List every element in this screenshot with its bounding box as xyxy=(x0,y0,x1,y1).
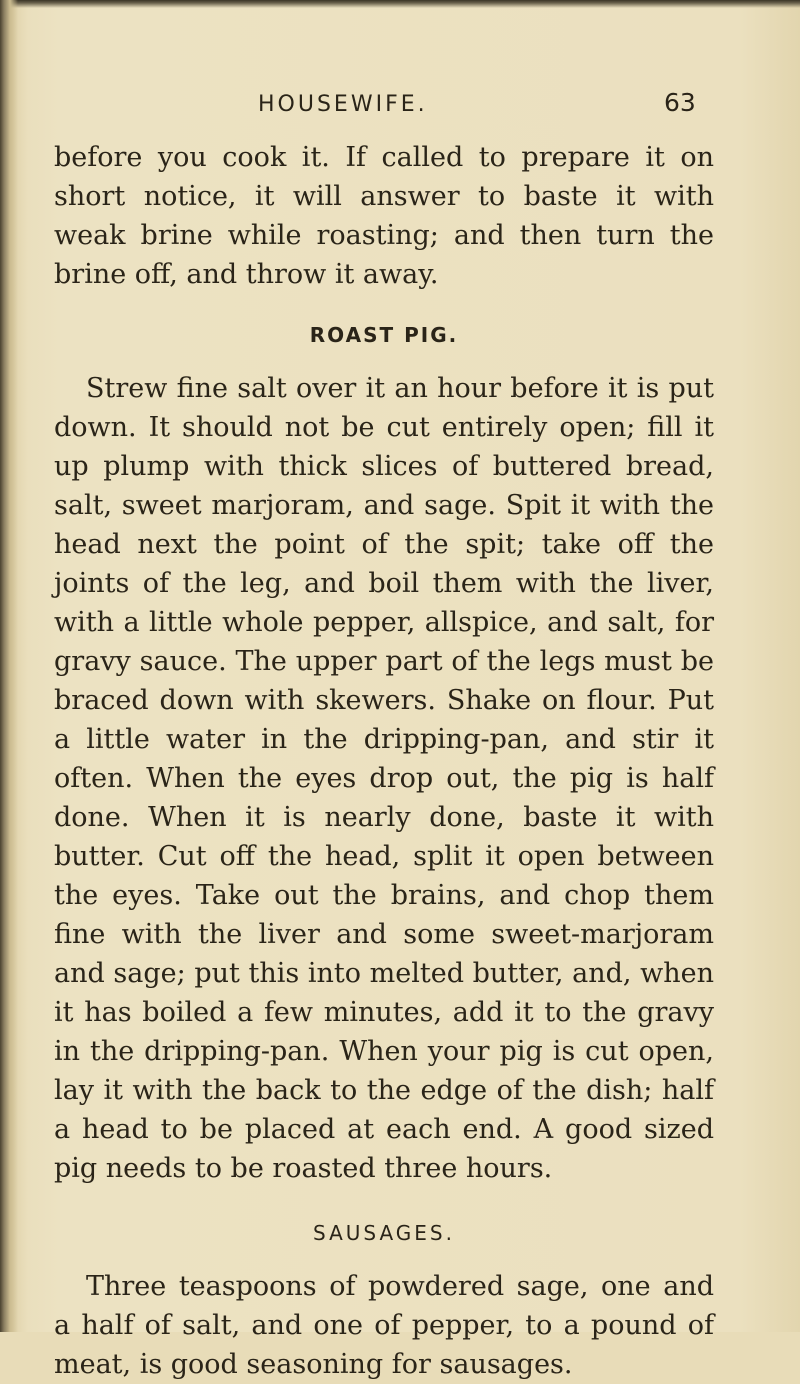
paragraph-roast-pig: Strew fine salt over it an hour before it is put down. It should not be cut entirely open; fill it up plump with thick slices of buttered bread, salt, sweet marjoram, and sage. Spit it with the head next the point of the spit; take off the joints of the leg, and boil them with the liver, with a little whole pepper, allspice, and salt, for gravy sauce. The upper part of the legs must be braced down with skewers. Shake on flour. Put a little water in the dripping-pan, and stir it often. When the eyes drop out, the pig is half done. When it is nearly done, baste it with butter. Cut off the head, split it open between the eyes. Take out the brains, and chop them fine with the liver and some sweet-marjoram and sage; put this into melted butter, and, when it has boiled a few minutes, add it to the gravy in the dripping-pan. When your pig is cut open, lay it with the back to the edge of the dish; half a head to be placed at each end. A good sized pig needs to be roasted three hours. xyxy=(54,373,714,1184)
page-top-edge xyxy=(0,0,800,8)
section-heading-sausages: SAUSAGES. xyxy=(313,1221,455,1245)
section-heading-roast-pig: ROAST PIG. xyxy=(309,323,459,347)
paragraph-sausages: Three teaspoons of powdered sage, one and a half of salt, and one of pepper, to a pound of meat, is good seasoning for sausages. xyxy=(54,1271,714,1380)
page-binding-edge xyxy=(0,0,18,1332)
page-number: 63 xyxy=(664,88,696,117)
paragraph-continued: before you cook it. If called to prepare it on short notice, it will answer to baste it with weak brine while roasting; and then turn the brine off, and throw it away. xyxy=(54,142,714,290)
page-body xyxy=(54,138,714,1384)
running-head: HOUSEWIFE. xyxy=(258,92,428,117)
page-header xyxy=(0,88,800,128)
